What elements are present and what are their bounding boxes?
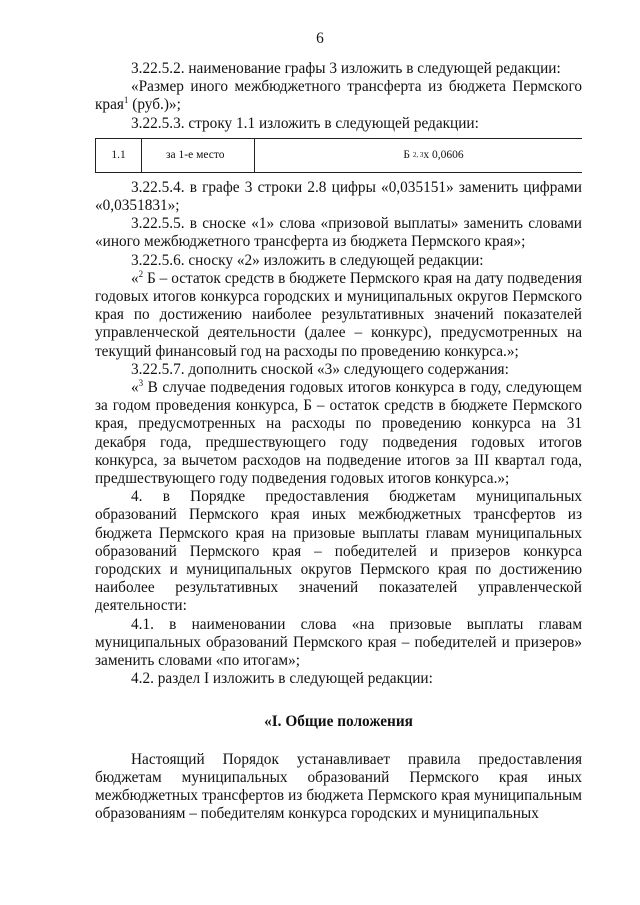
paragraph-3-22-5-3: 3.22.5.3. строку 1.1 изложить в следующей редакции: xyxy=(131,114,479,132)
paragraph-footnote-3 xyxy=(95,379,582,488)
paragraph-quote-column-title xyxy=(95,78,582,114)
text-span: Б – остаток средств в бюджете Пермского края на дату подведения годовых итогов конкурса городских и муниципальных округов Пермского края по достижению наиболее результативных значений показателей управленческой деятельности (далее – конкурс), предусмотренных на текущий финансовый год на расходы по проведению конкурса.»; xyxy=(95,269,582,360)
table-cell-formula: Б 2, 3 х 0,0606 xyxy=(255,139,582,172)
paragraph-3-22-5-7: 3.22.5.7. дополнить сноской «3» следующего содержания: xyxy=(131,360,509,378)
table-row xyxy=(95,138,582,173)
footnote-mark: 1 xyxy=(123,95,129,106)
section-heading: «I. Общие положения xyxy=(264,712,413,730)
paragraph-4-1: 4.1. в наименовании слова «на призовые выплаты главам муниципальных образований Пермского края – победителей и призеров» заменить словами «по итогам»; xyxy=(95,615,582,670)
paragraph-4: 4. в Порядке предоставления бюджетам муниципальных образований Пермского края иных межбюджетных трансфертов из бюджета Пермского края на призовые выплаты главам муниципальных образований Пермского края – победителей и призеров конкурса городских и муниципальных округов Пермского края по достижению наиболее результативных значений показателей управленческой деятельности: xyxy=(95,488,582,615)
text-span: (руб.)»; xyxy=(128,96,181,114)
formula-rest: х 0,0606 xyxy=(423,149,464,162)
text-span: « xyxy=(131,269,139,287)
paragraph-3-22-5-2: 3.22.5.2. наименование графы 3 изложить в следующей редакции: xyxy=(131,60,561,77)
document-body xyxy=(95,60,582,824)
paragraph-3-22-5-6: 3.22.5.6. сноску «2» изложить в следующей редакции: xyxy=(131,251,484,269)
paragraph-3-22-5-5: 3.22.5.5. в сноске «1» слова «призовой выплаты» заменить словами «иного межбюджетного трансферта из бюджета Пермского края»; xyxy=(95,215,582,251)
text-span: « xyxy=(131,379,139,397)
paragraph-3-22-5-4: 3.22.5.4. в графе 3 строки 2.8 цифры «0,035151» заменить цифрами «0,0351831»; xyxy=(95,178,582,215)
footnote-mark: 2 xyxy=(138,268,144,279)
text-span: В случае подведения годовых итогов конкурса в году, следующем за годом проведения конкурса, Б – остаток средств в бюджете Пермского края, предусмотренных на расходы по проведению конкурса на 31 декабря года, предшествующего году подведения годовых итогов конкурса, за вычетом расходов на подведение итогов за III квартал года, предшествующего году подведения годовых итогов конкурса.»; xyxy=(95,379,582,488)
paragraph-footnote-2 xyxy=(95,270,582,361)
footnote-mark: 3 xyxy=(138,378,144,389)
table-cell-place: за 1-е место xyxy=(142,139,255,172)
paragraph-4-2: 4.2. раздел I изложить в следующей редакции: xyxy=(131,670,433,688)
page-number: 6 xyxy=(316,30,324,47)
formula-var: Б xyxy=(403,149,410,162)
text-span: «Размер иного межбюджетного трансферта из бюджета Пермского края xyxy=(95,78,582,114)
table-cell-number: 1.1 xyxy=(96,139,142,172)
paragraph-general-provisions: Настоящий Порядок устанавливает правила предоставления бюджетам муниципальных образований Пермского края иных межбюджетных трансфертов из бюджета Пермского края муниципальным образованиям – победителям конкурса городских и муниципальных xyxy=(95,750,582,823)
